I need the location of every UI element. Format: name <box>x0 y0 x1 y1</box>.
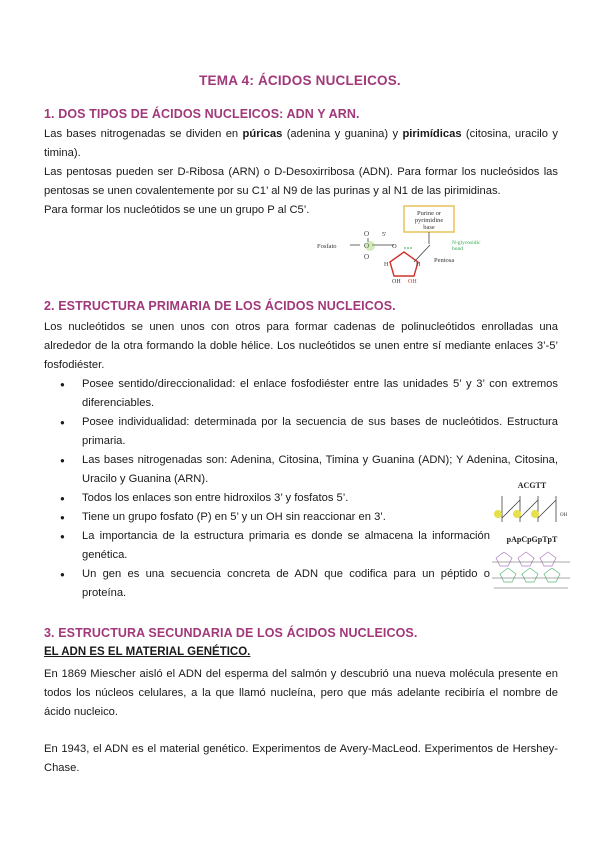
svg-text:5': 5' <box>382 232 387 238</box>
pentosa-label: Pentosa <box>434 257 455 264</box>
pentose-ring <box>390 252 418 276</box>
list-item: ● Todos los enlaces son entre hidroxilos 3’ y fosfatos 5’. <box>44 489 392 508</box>
section3-paragraph-1943: En 1943, el ADN es el material genético. Experimentos de Avery-MacLeod. Experimentos de Hershey-Chase. <box>44 743 558 774</box>
phosphate-dot <box>513 510 521 518</box>
bold-term-pirimidicas: pirimídicas <box>402 128 462 140</box>
bold-term-puricas: púricas <box>242 128 283 140</box>
section3-subheading: EL ADN ES EL MATERIAL GENÉTICO. <box>44 646 251 658</box>
phosphate-dot <box>531 510 539 518</box>
svg-text:O: O <box>364 253 370 261</box>
section1-heading: 1. DOS TIPOS DE ÁCIDOS NUCLEICOS: ADN Y ARN. <box>44 107 360 121</box>
ring-oxygen: O <box>392 243 397 250</box>
section2-heading: 2. ESTRUCTURA PRIMARIA DE LOS ÁCIDOS NUCLEICOS. <box>44 299 396 313</box>
fosfato-label: Fosfato <box>317 243 337 250</box>
list-item: ● Un gen es una secuencia concreta de ADN que codifica para un péptido o proteína. <box>44 565 490 603</box>
section1-paragraph-bases <box>44 125 558 163</box>
section1-paragraph-pentosas: Las pentosas pueden ser D-Ribosa (ARN) o D-Desoxirribosa (ADN). Para formar los nucleósidos las pentosas se unen covalentemente por su C1’ al N9 de las purinas y al N1 de las pirimidinas. <box>44 166 558 197</box>
text-segment: (adenina y guanina) y <box>282 128 403 140</box>
svg-text:OH: OH <box>408 279 417 285</box>
oh-label: OH <box>392 279 401 285</box>
section1-paragraph-nucleotidos: Para formar los nucleótidos se une un grupo P al C5’. <box>44 204 310 216</box>
list-item: ● Posee individualidad: determinada por la secuencia de sus bases de nucleótidos. Estructura primaria. <box>44 413 558 451</box>
n-glycosidic-label: N-glycosidic bond <box>452 240 481 252</box>
page-title: TEMA 4: ÁCIDOS NUCLEICOS. <box>199 73 401 88</box>
list-item: ● Posee sentido/direccionalidad: el enlace fosfodiéster entre las unidades 5’ y 3’ con extremos diferenciables. <box>44 375 558 413</box>
svg-text:O: O <box>364 230 370 238</box>
base-label-text: Purine or pyrimidine base <box>414 210 444 231</box>
phosphate-dot <box>494 510 502 518</box>
section3-heading: 3. ESTRUCTURA SECUNDARIA DE LOS ÁCIDOS NUCLEICOS. <box>44 626 418 640</box>
text-segment: Las bases nitrogenadas se dividen en <box>44 128 243 140</box>
sequence-papcpgptpt: pApCpGpTpT <box>506 535 558 544</box>
svg-text:H: H <box>384 262 389 268</box>
list-item: ● Las bases nitrogenadas son: Adenina, Citosina, Timina y Guanina (ADN); Y Adenina, Citosina, Uracilo y Guanina (ARN). <box>44 451 558 489</box>
svg-text:O: O <box>364 242 370 250</box>
svg-text:OH: OH <box>560 513 568 518</box>
nucleotide-structure-figure <box>312 204 487 288</box>
list-item: ● Tiene un grupo fosfato (P) en 5’ y un OH sin reaccionar en 3’. <box>44 508 392 527</box>
phosphate-highlight <box>365 241 375 251</box>
section3-paragraph-miescher: En 1869 Miescher aisló el ADN del esperma del salmón y descubrió una nueva molécula presente en todos los núcleos celulares, a la que llamó nucleína, pero que más adelante recibiría el nombre de ácido nucleico. <box>44 668 558 718</box>
list-item: ● La importancia de la estructura primaria es donde se almacena la información genética. <box>44 527 490 565</box>
svg-text:H: H <box>416 262 421 268</box>
section2-bullet-list <box>44 375 558 603</box>
sequence-acgtt: ACGTT <box>517 481 547 490</box>
section2-intro: Los nucleótidos se unen unos con otros para formar cadenas de polinucleótidos enrolladas una alrededor de la otra formando la doble hélice. Los nucleótidos se unen entre sí mediante enlaces 3’-5’ fosfodiéster. <box>44 321 558 371</box>
polynucleotide-figure <box>490 478 575 598</box>
text-segment: (citosina, uracilo y timina). <box>44 128 558 159</box>
